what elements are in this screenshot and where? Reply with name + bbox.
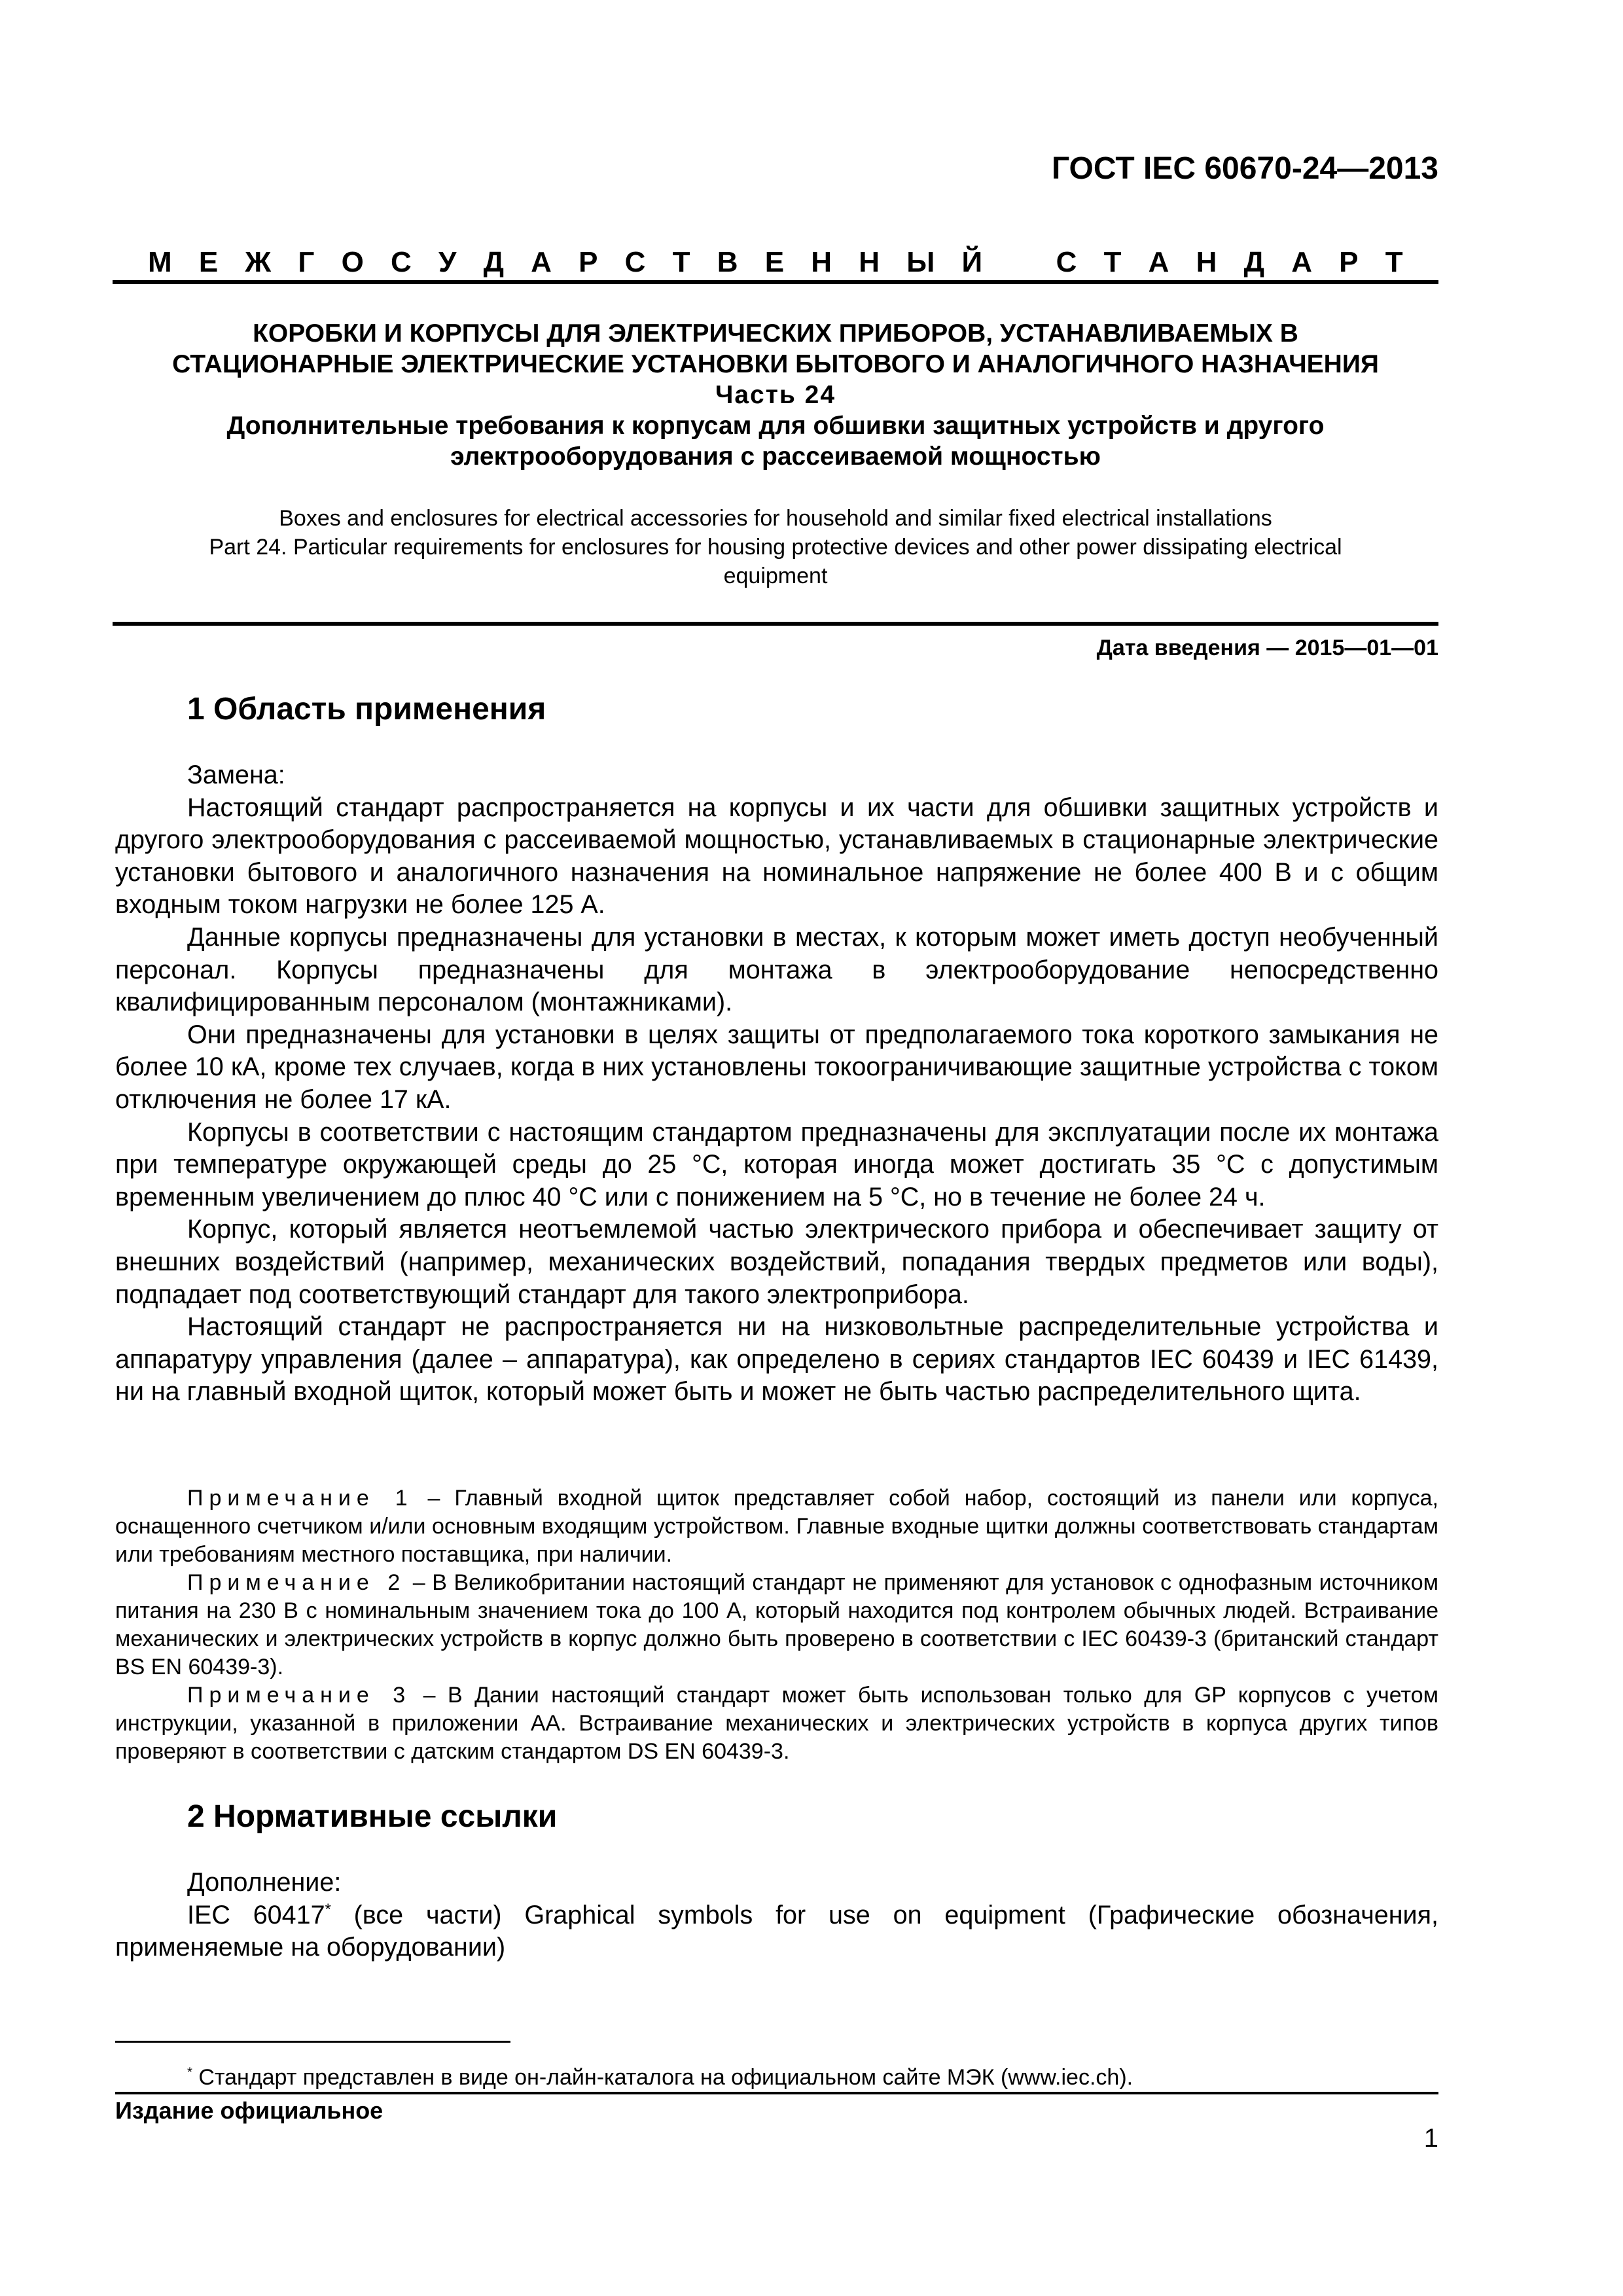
document-designation: ГОСТ IEC 60670-24—2013 <box>1051 151 1438 186</box>
section-1-body <box>115 759 1438 1408</box>
standard-type-letter: Р <box>579 246 598 278</box>
header-rule <box>113 280 1438 284</box>
title-ru-line1: КОРОБКИ И КОРПУСЫ ДЛЯ ЭЛЕКТРИЧЕСКИХ ПРИБОРОВ, УСТАНАВЛИВАЕМЫХ В <box>253 319 1298 348</box>
note-3 <box>115 1681 1438 1766</box>
standard-type-letter: А <box>1148 246 1169 278</box>
standard-type <box>113 243 1438 281</box>
paragraph: Они предназначены для установки в целях защиты от предполагаемого тока короткого замыкания не более 10 кА, кроме тех случаев, когда в них установлены токоограничивающие защитные устройства с током отключения не более 17 кА. <box>115 1020 1438 1114</box>
paragraph: Корпус, который является неотъемлемой частью электрического прибора и обеспечивает защиту от внешних воздействий (например, механических воздействий, попадания твердых предметов или воды), подпадает под соответствующий стандарт для такого электроприбора. <box>115 1215 1438 1309</box>
standard-type-letter: М <box>148 246 172 278</box>
reference-item <box>115 1899 1438 1964</box>
standard-type-letter: Ы <box>906 246 935 278</box>
standard-type-letter: Д <box>1243 246 1264 278</box>
section-2-heading: 2 Нормативные ссылки <box>187 1799 558 1834</box>
section-2-lead: Дополнение: <box>187 1868 342 1897</box>
standard-type-letter: Й <box>961 246 983 278</box>
reference-code: IEC 60417 <box>187 1900 325 1929</box>
title-ru <box>113 318 1438 472</box>
standard-type-letter: Е <box>198 246 219 278</box>
title-en-line2: Part 24. Particular requirements for enclosures for housing protective devices and other power dissipating electrical <box>209 535 1342 560</box>
footer-rule <box>115 2092 1438 2094</box>
standard-type-letter: С <box>391 246 412 278</box>
title-en-line3: equipment <box>723 564 828 588</box>
edition-label: Издание официальное <box>115 2097 383 2124</box>
standard-type-letter: Т <box>1103 246 1122 278</box>
title-ru-subtitle1: Дополнительные требования к корпусам для обшивки защитных устройств и другого <box>226 412 1325 440</box>
standard-type-letter: С <box>624 246 646 278</box>
footnote-mark: * <box>325 1901 331 1918</box>
standard-type-letter: Г <box>298 246 315 278</box>
note-text: – В Дании настоящий стандарт может быть использован только для GP корпусов с учетом инструкции, указанной в приложении АА. Встраивание механических и электрических устройств в корпуса других типов проверяют в соответствии с датским стандартом DS EN 60439-3. <box>115 1683 1439 1764</box>
paragraph: Корпусы в соответствии с настоящим стандартом предназначены для эксплуатации после их монтажа при температуре окружающей среды до 25 °С, которая иногда может достигать 35 °С с допустимым временным увеличением до плюс 40 °С или с понижением на 5 °С, но в течение не более 24 ч. <box>115 1117 1438 1211</box>
page-number: 1 <box>1423 2124 1438 2153</box>
standard-type-letter: Н <box>859 246 880 278</box>
footnote-mark: * <box>187 2065 192 2080</box>
standard-type-letter: Р <box>1339 246 1359 278</box>
standard-type-letter: Т <box>1385 246 1403 278</box>
note-label: Примечание 2 <box>187 1570 406 1595</box>
note-label: Примечание 1 <box>187 1486 414 1511</box>
note-1 <box>115 1484 1438 1569</box>
title-en-line1: Boxes and enclosures for electrical accessories for household and similar fixed electrical installations <box>279 506 1272 531</box>
standard-type-letter: О <box>341 246 364 278</box>
reference-title: (все части) Graphical symbols for use on equipment (Графические обозначения, применяемые на оборудовании) <box>115 1900 1438 1962</box>
standard-type-letter: Т <box>672 246 690 278</box>
footnote-text: Стандарт представлен в виде он-лайн-каталога на официальном сайте МЭК (www.iec.ch). <box>192 2065 1133 2090</box>
title-ru-subtitle2: электрооборудования с рассеиваемой мощностью <box>450 442 1101 471</box>
paragraph: Данные корпусы предназначены для установки в местах, к которым может иметь доступ необученный персонал. Корпусы предназначены для монтажа в электрооборудование непосредственно квалифицированным персоналом (монтажниками). <box>115 922 1438 1017</box>
standard-type-letter: С <box>1056 246 1077 278</box>
section-1-lead: Замена: <box>187 761 285 789</box>
title-ru-line2: СТАЦИОНАРНЫЕ ЭЛЕКТРИЧЕСКИЕ УСТАНОВКИ БЫТОВОГО И АНАЛОГИЧНОГО НАЗНАЧЕНИЯ <box>172 350 1379 378</box>
standard-type-letter: А <box>1291 246 1312 278</box>
note-text: – В Великобритании настоящий стандарт не применяют для установок с однофазным источником питания на 230 В с номинальным значением тока до 100 А, который находится под контролем обычных людей. Встраивание механических и электрических устройств в корпус должно быть проверено в соответствии с IEC 60439-3 (британский стандарт BS EN 60439-3). <box>115 1570 1438 1679</box>
section-1-heading: 1 Область применения <box>187 692 546 726</box>
standard-type-letter: Н <box>811 246 832 278</box>
note-text: – Главный входной щиток представляет собой набор, состоящий из панели или корпуса, оснащенного счетчиком и/или основным входящим устройством. Главные входные щитки должны соответствовать стандартам или требованиям местного поставщика, при наличии. <box>115 1486 1439 1567</box>
paragraph: Настоящий стандарт распространяется на корпусы и их части для обшивки защитных устройств и другого электрооборудования с рассеиваемой мощностью, устанавливаемых в стационарные электрические установки бытового и аналогичного назначения на номинальное напряжение не более 400 В и с общим входным током нагрузки не более 125 А. <box>115 793 1438 920</box>
standard-type-letter: Н <box>1196 246 1217 278</box>
section-2-body <box>115 1867 1438 1964</box>
standard-type-letter: Е <box>764 246 785 278</box>
intro-date: Дата введения — 2015—01—01 <box>1096 636 1438 660</box>
title-rule <box>113 622 1438 626</box>
standard-type-gap <box>1009 243 1029 281</box>
footnote-separator <box>115 2041 510 2043</box>
section-1-notes <box>115 1484 1438 1766</box>
title-en <box>113 504 1438 590</box>
note-label: Примечание 3 <box>187 1683 412 1708</box>
paragraph: Настоящий стандарт не распространяется ни на низковольтные распределительные устройства и аппаратуру управления (далее – аппаратура), как определено в сериях стандартов IEC 60439 и IEC 61439, ни на главный входной щиток, который может быть и может не быть частью распределительного щита. <box>115 1312 1438 1407</box>
title-ru-part: Часть 24 <box>715 381 836 409</box>
standard-type-letter: А <box>531 246 552 278</box>
standard-type-letter: Д <box>483 246 504 278</box>
note-2 <box>115 1569 1438 1681</box>
standard-type-letter: Ж <box>245 246 272 278</box>
footnote <box>115 2063 1438 2092</box>
standard-type-letter: В <box>717 246 738 278</box>
standard-type-letter: У <box>438 246 457 278</box>
